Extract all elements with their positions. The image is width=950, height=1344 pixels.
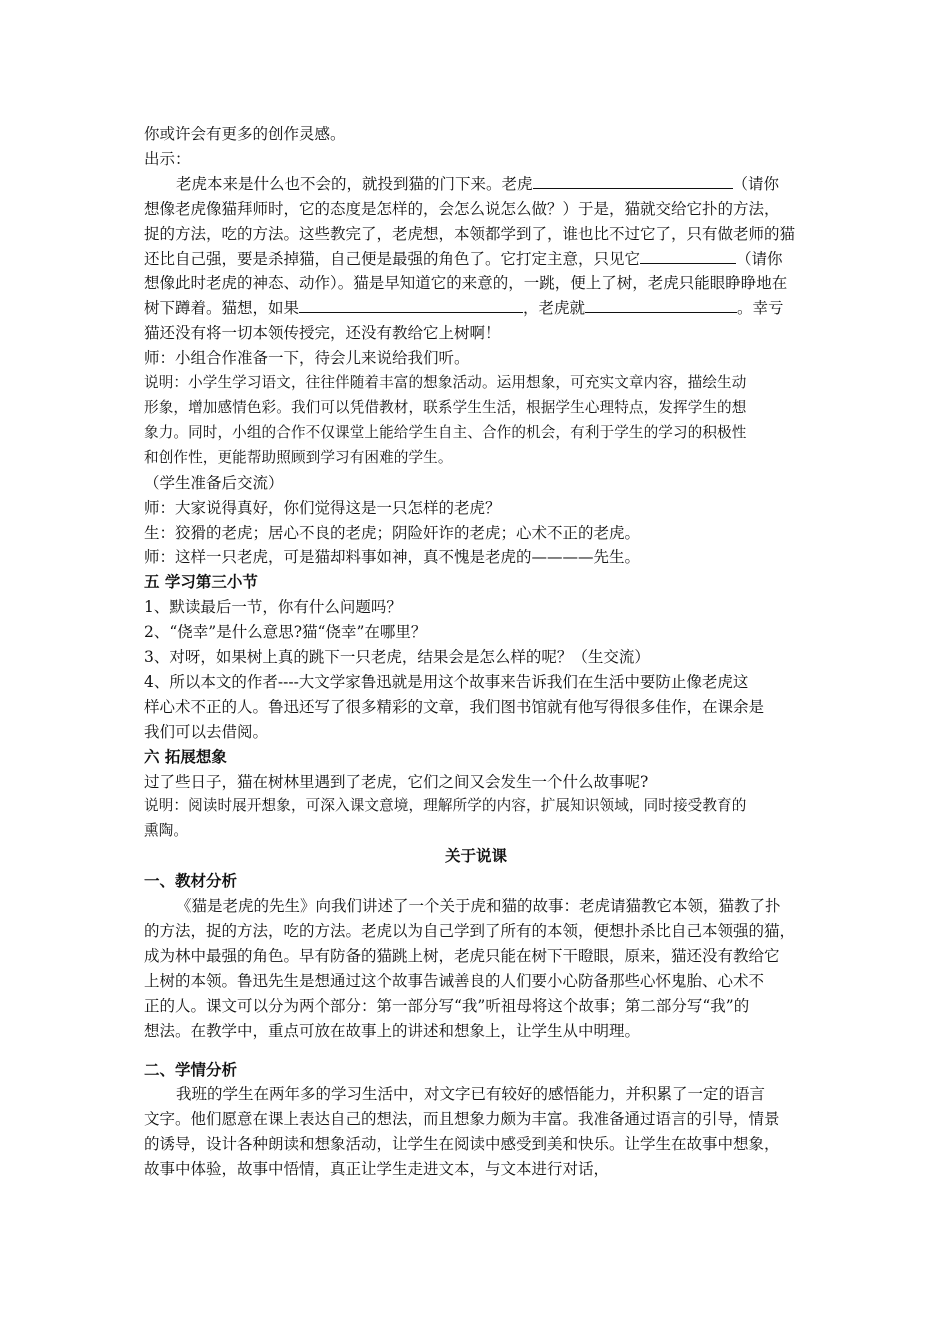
note-line: 熏陶。 [144, 822, 189, 840]
list-item: 4、所以本文的作者----大文学家鲁迅就是用这个故事来告诉我们在生活中要防止像老虎这 [144, 672, 749, 691]
body-line: 我班的学生在两年多的学习生活中，对文字已有较好的感悟能力，并积累了一定的语言 [176, 1085, 766, 1104]
paragraph: （学生准备后交流） [144, 473, 284, 492]
section-heading: 五 学习第三小节 [144, 572, 258, 592]
paragraph: 你或许会有更多的创作灵感。 [144, 125, 346, 143]
list-item: 3、对呀，如果树上真的跳下一只老虎，结果会是怎么样的呢？（生交流） [144, 648, 650, 667]
fill-blank [533, 174, 733, 189]
section-heading: 一、教材分析 [144, 871, 238, 891]
paragraph: 过了些日子，猫在树林里遇到了老虎，它们之间又会发生一个什么故事呢? [144, 772, 649, 791]
story-line: 树下蹲着。猫想，如果 ，老虎就 。幸亏 [144, 299, 784, 318]
list-item: 样心术不正的人。鲁迅还写了很多精彩的文章，我们图书馆就有他写得很多佳作，在课余是 [144, 697, 765, 716]
note-line: 说明：阅读时展开想象，可深入课文意境，理解所学的内容，扩展知识领域，同时接受教育的 [144, 797, 747, 815]
body-line: 的方法，捉的方法，吃的方法。老虎以为自己学到了所有的本领，便想扑杀比自己本领强的猫， [144, 922, 796, 940]
paragraph: 师：小组合作准备一下，待会儿来说给我们听。 [144, 349, 470, 368]
body-line: 正的人。课文可以分为两个部分：第一部分写“我”听祖母将这个故事；第二部分写“我”的 [144, 996, 750, 1015]
paragraph: 师：大家说得真好，你们觉得这是一只怎样的老虎？ [144, 498, 501, 517]
body-line: 故事中体验，故事中悟情，真正让学生走进文本，与文本进行对话， [144, 1160, 610, 1179]
spacer [144, 1044, 808, 1058]
fill-blank [299, 298, 523, 313]
fill-blank [640, 249, 736, 264]
section-heading: 六 拓展想象 [144, 746, 227, 766]
body-line: 上树的本领。鲁迅先生是想通过这个故事告诫善良的人们要小心防备那些心怀鬼胎、心术不 [144, 971, 765, 990]
story-line: 老虎本来是什么也不会的，就投到猫的门下来。老虎 （请你 [176, 174, 780, 193]
story-line: 捉的方法，吃的方法。这些教完了，老虎想，本领都学到了，谁也比不过它了，只有做老师的猫 [144, 224, 796, 243]
list-item: 2、“侥幸”是什么意思?猫“侥幸”在哪里？ [144, 623, 427, 642]
document-title: 关于说课 [444, 846, 507, 866]
paragraph: 师：这样一只老虎，可是猫却料事如神，真不愧是老虎的————先生。 [144, 548, 641, 567]
note-line: 形象，增加感情色彩。我们可以凭借教材，联系学生生活，根据学生心理特点，发挥学生的想 [144, 398, 747, 416]
body-line: 想法。在教学中，重点可放在故事上的讲述和想象上，让学生从中明理。 [144, 1021, 641, 1040]
body-line: 文字。他们愿意在课上表达自己的想法，而且想象力颇为丰富。我准备通过语言的引导，情景 [144, 1110, 780, 1129]
note-line: 和创作性，更能帮助照顾到学习有困难的学生。 [144, 448, 453, 466]
note-line: 说明：小学生学习语文，往往伴随着丰富的想象活动。运用想象，可充实文章内容，描绘生动 [144, 374, 747, 392]
paragraph: 出示： [144, 149, 191, 168]
story-line: 还比自己强，要是杀掉猫，自己便是最强的角色了。它打定主意，只见它 （请你 [144, 249, 783, 268]
body-line: 的诱导，设计各种朗读和想象活动，让学生在阅读中感受到美和快乐。让学生在故事中想象， [144, 1135, 780, 1154]
body-line: 《猫是老虎的先生》向我们讲述了一个关于虎和猫的故事：老虎请猫教它本领，猫教了扑 [176, 897, 781, 916]
story-line: 想像老虎像猫拜师时，它的态度是怎样的，会怎么说怎么做？）于是，猫就交给它扑的方法， [144, 199, 780, 218]
document-page [144, 122, 808, 1182]
story-line: 想像此时老虎的神态、动作）。猫是早知道它的来意的，一跳，便上了树，老虎只能眼睁睁地在 [144, 274, 788, 293]
story-line: 猫还没有将一切本领传授完，还没有教给它上树啊！ [144, 324, 501, 343]
fill-blank [585, 298, 737, 313]
list-item: 1、默读最后一节，你有什么问题吗？ [144, 598, 402, 617]
note-line: 象力。同时，小组的合作不仅课堂上能给学生自主、合作的机会，有利于学生的学习的积极性 [144, 423, 747, 441]
list-item: 我们可以去借阅。 [144, 722, 269, 741]
section-heading: 二、学情分析 [144, 1059, 238, 1079]
paragraph: 生：狡猾的老虎；居心不良的老虎；阴险奸诈的老虎；心术不正的老虎。 [144, 523, 641, 542]
body-line: 成为林中最强的角色。早有防备的猫跳上树，老虎只能在树下干瞪眼，原来，猫还没有教给它 [144, 946, 780, 965]
